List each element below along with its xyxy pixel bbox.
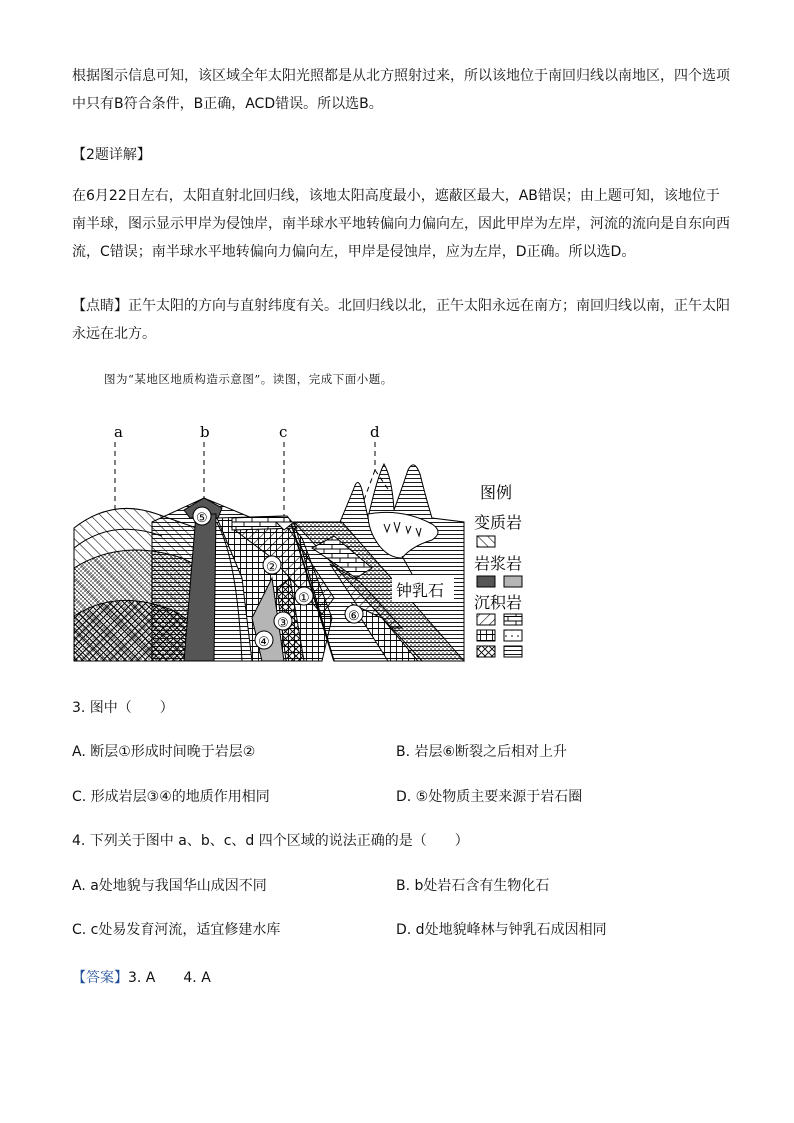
legend-igneous-label: 岩浆岩 [474,554,523,573]
question-4-option-d: D. d处地貌峰林与钟乳石成因相同 [396,922,607,938]
question-3-option-d: D. ⑤处物质主要来源于岩石圈 [396,789,583,805]
layer-label-2: ② [266,560,278,575]
question-3-option-a: A. 断层①形成时间晚于岩层② [72,744,256,760]
question-3-stem: 3. 图中（ ） [72,700,174,716]
point-label-b: b [200,423,210,441]
figure-caption: 图为“某地区地质构造示意图”。读图，完成下面小题。 [104,372,393,386]
point-label-c: c [279,423,288,441]
legend-igneous-swatch-light [504,576,522,587]
layer-label-5: ⑤ [196,511,208,526]
question-3-option-c: C. 形成岩层③④的地质作用相同 [72,789,270,805]
solution-paragraph-1: 根据图示信息可知，该区域全年太阳光照都是从北方照射过来，所以该地位于南回归线以南地区，四个选项中只有B符合条件，B正确，ACD错误。所以选B。 [72,68,730,112]
point-label-d: d [370,423,380,441]
answer-line [72,967,211,987]
geologic-cross-section [72,418,532,673]
answer-text: 3. A 4. A [128,970,211,986]
legend-sedimentary-label: 沉积岩 [474,593,523,612]
tip-label: 【点睛】 [72,298,128,314]
geologic-diagram [72,418,532,673]
stalactite-label: 钟乳石 [396,581,445,600]
tip-text: 正午太阳的方向与直射纬度有关。北回归线以北，正午太阳永远在南方；南回归线以南，正午太阳永远在北方。 [72,298,730,342]
question-4-option-b: B. b处岩石含有生物化石 [396,878,550,894]
solution-paragraph-2: 在6月22日左右，太阳直射北回归线，该地太阳高度最小，遮蔽区最大，AB错误；由上题可知，该地位于南半球，图示显示甲岸为侵蚀岸，南半球水平地转偏向力偏向左，因此甲岸为左岸，河流的流向是自东向西流，C错误；南半球水平地转偏向力偏向左，甲岸是侵蚀岸，应为左岸，D正确。所以选D。 [72,188,730,260]
layer-label-6: ⑥ [348,609,360,624]
layer-label-1: ① [298,591,310,606]
tip-paragraph [72,292,732,348]
question-3-option-b: B. 岩层⑥断裂之后相对上升 [396,744,568,760]
legend-title: 图例 [480,483,513,502]
point-label-a: a [114,423,123,441]
legend-metamorphic-swatch [477,536,495,547]
question-4-stem: 4. 下列关于图中 a、b、c、d 四个区域的说法正确的是（ ） [72,833,469,849]
legend-metamorphic-label: 变质岩 [474,513,523,532]
layer-label-3: ③ [277,616,289,631]
question-4-option-a: A. a处地貌与我国华山成因不同 [72,878,267,894]
q2-detail-heading: 【2题详解】 [72,147,151,163]
legend-igneous-swatch-dark [477,576,495,587]
answer-label: 【答案】 [72,970,128,986]
question-4-option-c: C. c处易发育河流，适宜修建水库 [72,922,281,938]
layer-label-4: ④ [258,635,270,650]
legend [474,483,522,657]
